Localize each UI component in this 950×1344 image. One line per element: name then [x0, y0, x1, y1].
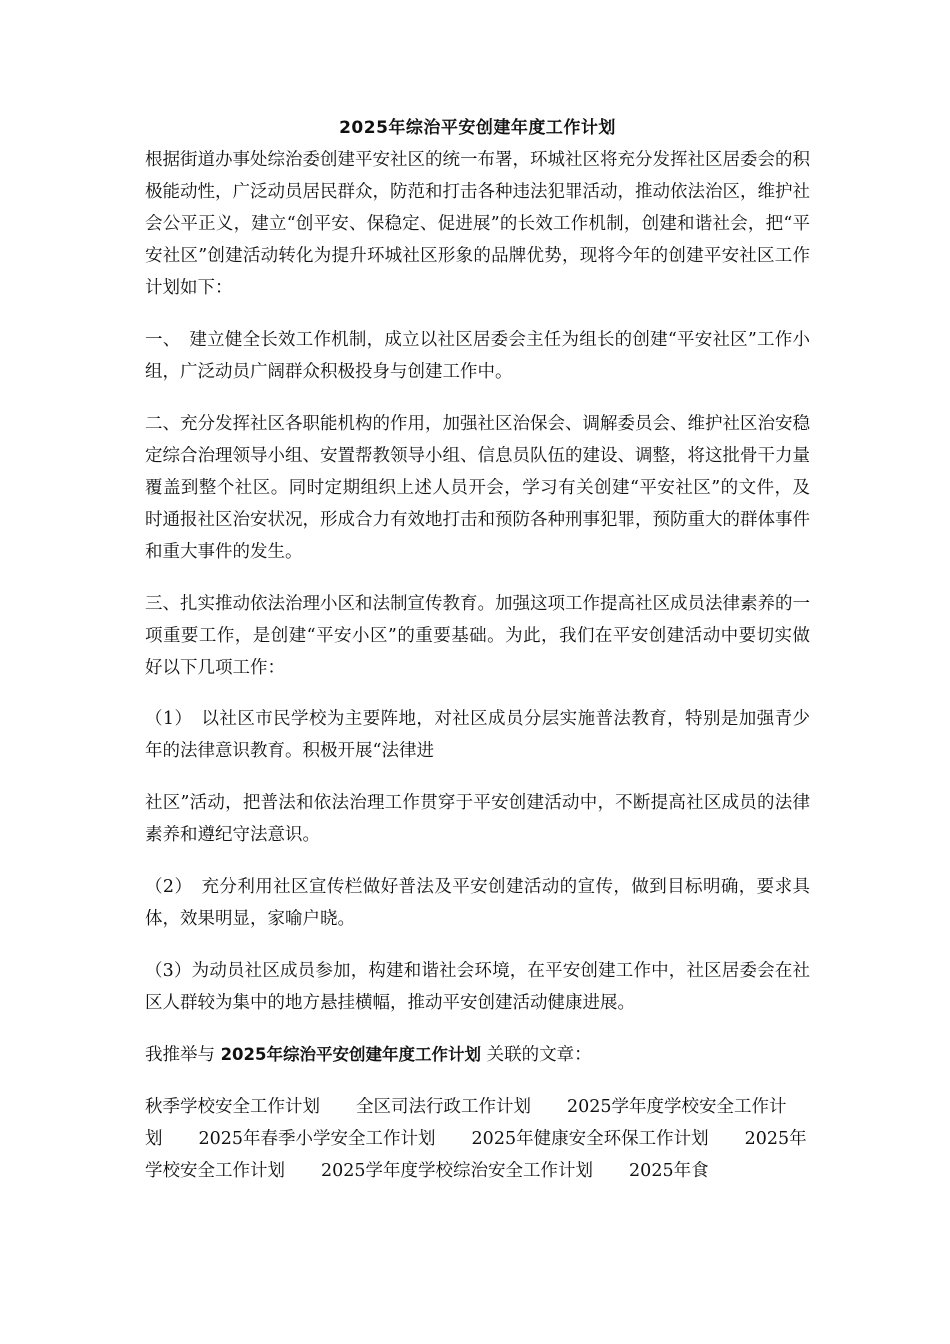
intro-paragraph: 根据街道办事处综治委创建平安社区的统一布署，环城社区将充分发挥社区居委会的积极能动性，广泛动员居民群众，防范和打击各种违法犯罪活动，推动依法治区，维护社会公平正义，建立“创平安、保稳定、促进展”的长效工作机制，创建和谐社会，把“平安社区”创建活动转化为提升环城社区形象的品牌优势，现将今年的创建平安社区工作计划如下： — [145, 150, 810, 298]
item-3-paragraph: （3）为动员社区成员参加，构建和谐社会环境，在平安创建工作中，社区居委会在社区人群较为集中的地方悬挂横幅，推动平安创建活动健康进展。 — [145, 961, 810, 1013]
related-link-3[interactable]: 2025学年度学校安全工作计划 — [145, 1097, 787, 1149]
related-link-8[interactable]: 2025年食 — [629, 1161, 709, 1181]
section-3-paragraph: 三、扎实推动依法治理小区和法制宣传教育。加强这项工作提高社区成员法律素养的一项重要工作，是创建“平安小区”的重要基础。为此，我们在平安创建活动中要切实做好以下几项工作： — [145, 594, 810, 678]
related-articles-intro — [145, 1039, 810, 1071]
section-2-paragraph: 二、充分发挥社区各职能机构的作用，加强社区治保会、调解委员会、维护社区治安稳定综合治理领导小组、安置帮教领导小组、信息员队伍的建设、调整，将这批骨干力量覆盖到整个社区。同时定期组织上述人员开会，学习有关创建“平安社区”的文件，及时通报社区治安状况，形成合力有效地打击和预防各种刑事犯罪，预防重大的群体事件和重大事件的发生。 — [145, 414, 810, 562]
document-page — [145, 112, 810, 1187]
related-suffix: 关联的文章： — [486, 1045, 592, 1065]
related-link-5[interactable]: 2025年健康安全环保工作计划 — [471, 1129, 709, 1149]
item-1-paragraph-part2: 社区”活动，把普法和依法治理工作贯穿于平安创建活动中，不断提高社区成员的法律素养和遵纪守法意识。 — [145, 793, 810, 845]
related-link-1[interactable]: 秋季学校安全工作计划 — [145, 1097, 320, 1117]
related-link-7[interactable]: 2025学年度学校综治安全工作计划 — [321, 1161, 594, 1181]
document-title: 2025年综治平安创建年度工作计划 — [339, 118, 616, 138]
related-articles-list — [145, 1091, 810, 1187]
related-title: 2025年综治平安创建年度工作计划 — [220, 1045, 482, 1064]
section-1-paragraph: 一、 建立健全长效工作机制，成立以社区居委会主任为组长的创建“平安社区”工作小组，广泛动员广阔群众积极投身与创建工作中。 — [145, 330, 810, 382]
item-2-paragraph: （2） 充分利用社区宣传栏做好普法及平安创建活动的宣传，做到目标明确，要求具体，效果明显，家喻户晓。 — [145, 877, 810, 929]
related-link-6[interactable]: 2025年学校安全工作计划 — [145, 1129, 807, 1181]
related-link-2[interactable]: 全区司法行政工作计划 — [356, 1097, 531, 1117]
related-link-4[interactable]: 2025年春季小学安全工作计划 — [198, 1129, 436, 1149]
related-prefix: 我推举与 — [145, 1045, 215, 1065]
item-1-paragraph-part1: （1） 以社区市民学校为主要阵地，对社区成员分层实施普法教育，特别是加强青少年的法律意识教育。积极开展“法律进 — [145, 709, 810, 761]
